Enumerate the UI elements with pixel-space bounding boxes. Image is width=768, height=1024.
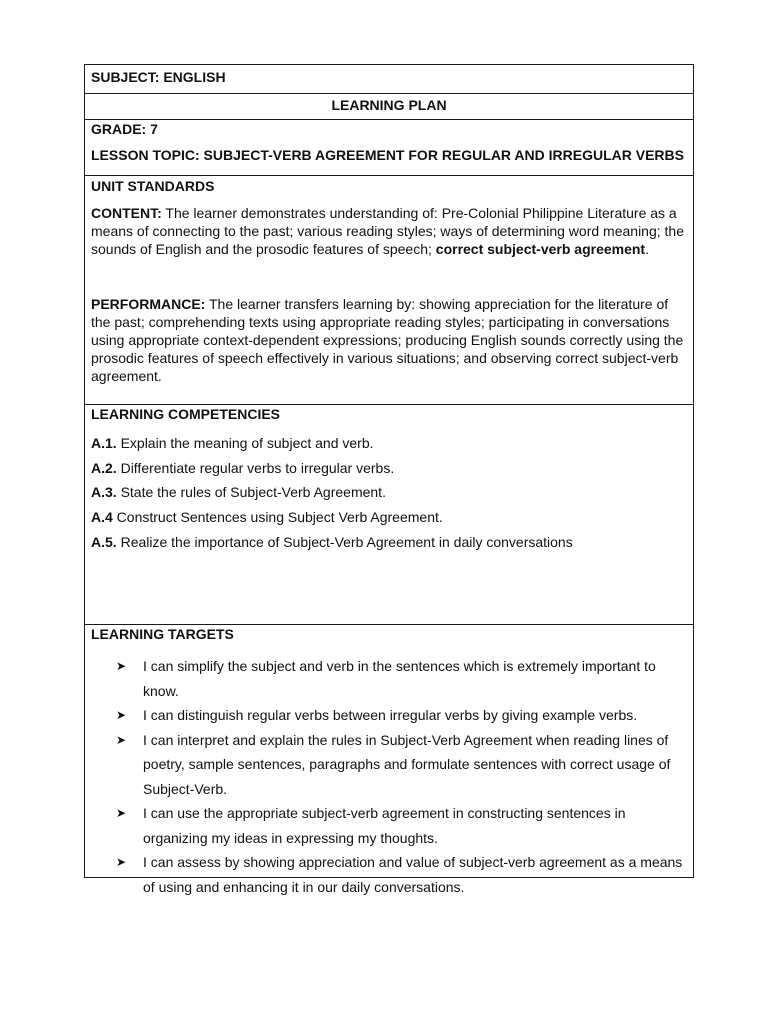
arrowhead-bullet-icon: ➤ xyxy=(116,708,127,722)
competency-item xyxy=(91,532,687,557)
subject-row xyxy=(85,65,693,93)
plan-title: LEARNING PLAN xyxy=(331,97,447,113)
target-item xyxy=(116,703,687,728)
performance-standard xyxy=(91,295,687,385)
competency-item xyxy=(91,433,687,458)
content-standard xyxy=(91,204,687,258)
targets-heading: LEARNING TARGETS xyxy=(91,626,234,642)
plan-title-row xyxy=(85,93,693,119)
target-text: I can interpret and explain the rules in Subject-Verb Agreement when reading lines of poetry, sample sentences, paragraphs and formulate sentences with correct usage of Subject-Verb. xyxy=(143,731,671,797)
competency-item xyxy=(91,507,687,532)
target-item xyxy=(116,654,687,703)
competency-code: A.5. xyxy=(91,533,117,550)
competency-text: Explain the meaning of subject and verb. xyxy=(116,435,374,451)
grade-topic-row xyxy=(85,119,693,175)
target-text: I can assess by showing appreciation and value of subject-verb agreement as a means of using and enhancing it in our daily conversations. xyxy=(143,854,683,895)
unit-standards-section xyxy=(85,175,693,404)
content-bold-end: correct subject-verb agreement xyxy=(435,241,646,257)
target-text: I can simplify the subject and verb in the sentences which is extremely important to know. xyxy=(143,658,656,699)
target-item xyxy=(116,850,687,899)
arrowhead-bullet-icon: ➤ xyxy=(116,732,127,747)
unit-standards-heading: UNIT STANDARDS xyxy=(91,178,215,194)
competency-text: State the rules of Subject-Verb Agreement. xyxy=(116,484,386,501)
subject-label: SUBJECT: ENGLISH xyxy=(91,69,226,85)
arrowhead-bullet-icon: ➤ xyxy=(116,659,127,673)
grade-label: GRADE: 7 xyxy=(91,121,158,137)
competency-item xyxy=(91,458,687,483)
arrowhead-bullet-icon: ➤ xyxy=(116,806,127,820)
competency-code: A.4 xyxy=(91,509,113,526)
performance-text: The learner transfers learning by: showing appreciation for the literature of the past; comprehending texts using appropriate reading styles; participating in conversations using appropriate context-dependent expressions; producing English sounds correctly using the prosodic features of speech effectively in various situations; and observing correct subject-verb agreement. xyxy=(91,296,684,384)
competency-item xyxy=(91,482,687,507)
competencies-section xyxy=(85,404,693,624)
target-text: I can use the appropriate subject-verb agreement in constructing sentences in organizing my ideas in expressing my thoughts. xyxy=(143,805,626,846)
competency-code: A.2. xyxy=(91,459,117,476)
target-item xyxy=(116,801,687,850)
target-item xyxy=(116,728,687,802)
competencies-heading: LEARNING COMPETENCIES xyxy=(91,406,281,422)
targets-section xyxy=(85,624,693,895)
competency-code: A.1. xyxy=(91,435,117,451)
lesson-topic: LESSON TOPIC: SUBJECT-VERB AGREEMENT FOR REGULAR AND IRREGULAR VERBS xyxy=(91,147,684,163)
performance-label: PERFORMANCE: xyxy=(91,296,206,312)
competency-text: Realize the importance of Subject-Verb Agreement in daily conversations xyxy=(116,533,573,550)
targets-list xyxy=(91,654,687,899)
content-period: . xyxy=(645,241,649,257)
target-text: I can distinguish regular verbs between irregular verbs by giving example verbs. xyxy=(143,707,638,723)
content-text: The learner demonstrates understanding of: Pre-Colonial Philippine Literature as a means of connecting to the past; various reading styles; ways of determining word meaning; the sounds of English and the prosodic features of speech; xyxy=(91,205,684,257)
arrowhead-bullet-icon: ➤ xyxy=(116,855,127,869)
competency-code: A.3. xyxy=(91,484,117,501)
competency-text: Construct Sentences using Subject Verb Agreement. xyxy=(112,509,443,526)
competency-text: Differentiate regular verbs to irregular verbs. xyxy=(116,459,395,476)
learning-plan-table xyxy=(84,64,694,895)
content-label: CONTENT: xyxy=(91,205,162,221)
